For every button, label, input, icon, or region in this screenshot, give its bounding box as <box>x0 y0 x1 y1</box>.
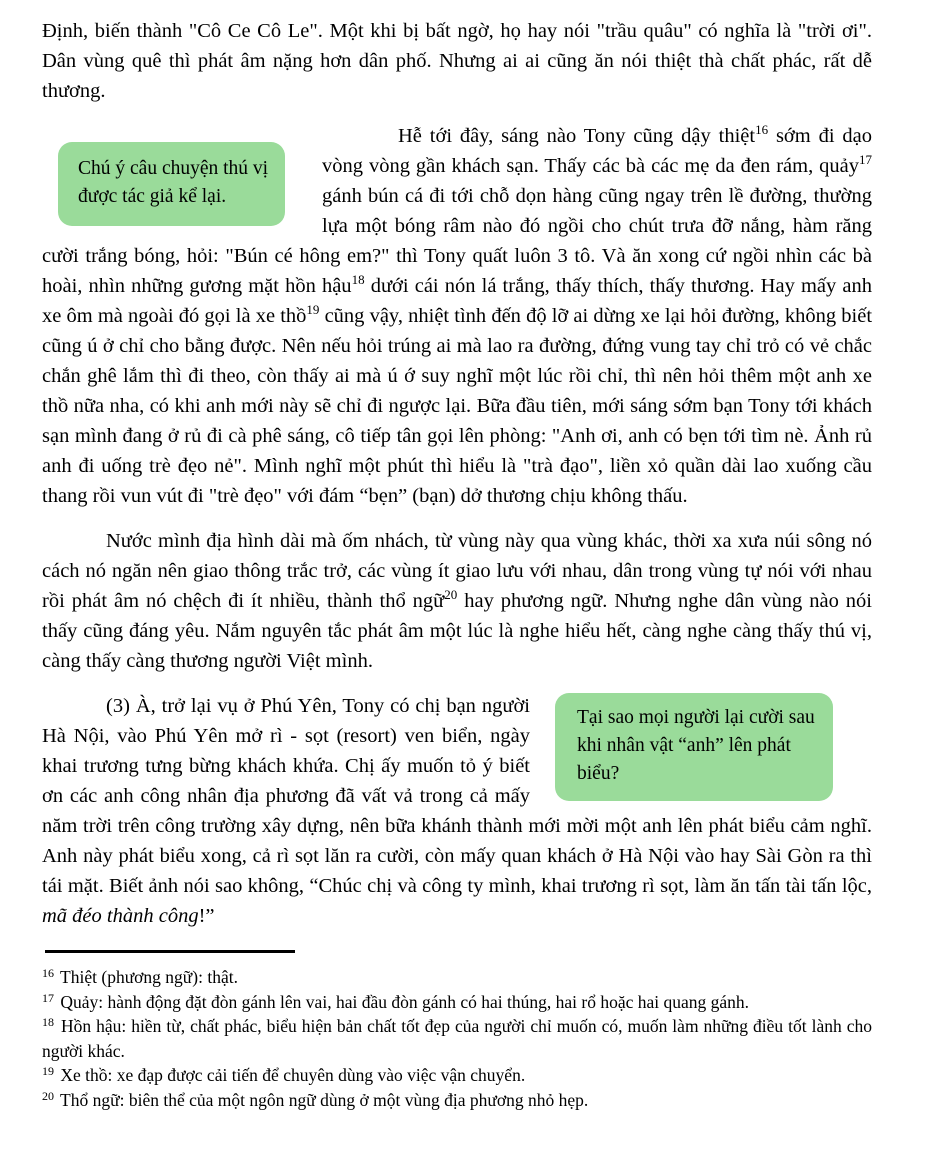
text-run: Hễ tới đây, sáng nào Tony cũng dậy thiệt <box>398 125 756 147</box>
paragraph-geography <box>42 526 872 676</box>
text-run: !” <box>198 905 215 927</box>
text-run: dưới cái nón lá trắng, thấy thích, thấy thương. Hay mấy anh xe ôm mà ngoài đó gọi là xe thồ <box>42 275 872 327</box>
footnote-number: 18 <box>42 1015 54 1029</box>
paragraph-continuation <box>42 16 872 106</box>
text-run: sớm đi dạo vòng vòng gần khách sạn. Thấy các bà các mẹ da đen rám, quảy <box>322 125 872 177</box>
footnote-text: Thổ ngữ: biên thể của một ngôn ngữ dùng ở một vùng địa phương nhỏ hẹp. <box>56 1089 589 1110</box>
footnote-ref: 20 <box>444 587 458 602</box>
footnote-text: Thiệt (phương ngữ): thật. <box>56 967 238 987</box>
footnote-number: 17 <box>42 990 54 1005</box>
footnote-text: Hồn hậu: hiền từ, chất phác, biểu hiện bản chất tốt đẹp của người chỉ muốn có, muốn làm những điều tốt lành cho người khác. <box>42 1016 872 1061</box>
text-run: (3) À, trở lại vụ ở Phú Yên, Tony có chị bạn người Hà Nội, vào Phú Yên mở rì - sọt (resort) ven biển, ngày khai trương tưng bừng khách khứa. Chị ấy muốn tỏ ý biết ơn các anh công nhân địa phương đã vất vả trong cả mấy năm trời trên công trường xây dựng, nên bữa khánh thành mới mời một anh lên phát biểu cảm nghĩ. Anh này phát biểu xong, cả rì sọt lăn ra cười, còn mấy quan khách ở Hà Nội vào hay Sài Gòn ra thì tái mặt. Biết ảnh nói sao không, “Chúc chị và công ty mình, khai trương rì sọt, làm ăn tấn tài tấn lộc, <box>42 695 872 897</box>
footnote-ref: 16 <box>755 122 769 137</box>
text-run: gánh bún cá đi tới chỗ dọn hàng cũng ngay trên lề đường, thường lựa một bóng râm nào đó ngồi cho chút trưa đỡ nắng, hàm răng cười trắng bóng, hỏi: "Bún cé hông em?" thì Tony quất luôn 3 tô. Và ăn xong cứ ngồi nhìn các bà hoài, nhìn những gương mặt hồn hậu <box>42 185 872 297</box>
footnote-ref: 19 <box>306 302 320 317</box>
text-run: cũng vậy, nhiệt tình đến độ lỡ ai dừng xe lại hỏi đường, không biết cũng ú ở chỉ cho bằng được. Nên nếu hỏi trúng ai mà lao ra đường, đứng vung tay chỉ trỏ có vẻ chắc chắn ghê lắm thì đi theo, còn thấy ai mà ú ớ suy nghĩ một lúc rồi chỉ, thì nên hỏi thêm một anh xe thồ nữa nha, có khi anh mới này sẽ chỉ đi ngược lại. Bữa đầu tiên, mới sáng sớm bạn Tony tới khách sạn mình đang ở rủ đi cà phê sáng, cô tiếp tân gọi lên phòng: "Anh ơi, anh có bẹn tới tìm nè. Ảnh rủ anh đi uống trè đẹo nẻ". Mình nghĩ một phút thì hiểu là "trà đạo", liền xỏ quần dài lao xuống cầu thang rồi vun vút đi "trè đẹo" với đám “bẹn” (bạn) dở thương chịu không thấu. <box>42 305 873 507</box>
callout-note-float <box>42 121 322 236</box>
footnote-number: 16 <box>42 966 54 980</box>
footnote-item <box>42 1063 872 1088</box>
footnote-ref: 17 <box>859 152 872 167</box>
footnote-item <box>42 990 872 1015</box>
footnote-separator <box>45 950 295 953</box>
callout-question: Tại sao mọi người lại cười sau khi nhân vật “anh” lên phát biểu? <box>555 693 833 801</box>
footnote-item <box>42 1014 872 1063</box>
callout-note: Chú ý câu chuyện thú vị được tác giả kể lại. <box>58 142 285 226</box>
footnote-item <box>42 965 872 990</box>
callout-question-float <box>530 691 872 811</box>
footnote-number: 20 <box>42 1088 54 1103</box>
text-run: hay phương ngữ. Nhưng nghe dân vùng nào nói thấy cũng đáng yêu. Nắm nguyên tắc phát âm một lúc là nghe hiểu hết, càng nghe càng thấy thú vị, càng thấy càng thương người Việt mình. <box>42 590 873 672</box>
paragraph-phu-yen <box>42 691 872 931</box>
paragraph-tony-morning <box>42 121 872 511</box>
emphasis-text: mã đéo thành công <box>42 905 199 927</box>
footnote-item <box>42 1088 872 1113</box>
footnote-number: 19 <box>42 1064 54 1078</box>
footnote-ref: 18 <box>351 272 365 287</box>
footnote-text: Quảy: hành động đặt đòn gánh lên vai, hai đầu đòn gánh có hai thúng, hai rổ hoặc hai quang gánh. <box>56 991 750 1012</box>
text-run: Nước mình địa hình dài mà ốm nhách, từ vùng này qua vùng khác, thời xa xưa núi sông nó cách nó ngăn nên giao thông trắc trở, các vùng ít giao lưu với nhau, dân trong vùng tự nói với nhau rồi phát âm nó chệch đi ít nhiều, thành thổ ngữ <box>42 530 872 612</box>
footnotes-section <box>42 965 872 1112</box>
text-run: Định, biến thành "Cô Ce Cô Le". Một khi bị bất ngờ, họ hay nói "trầu quâu" có nghĩa là "trời ơi". Dân vùng quê thì phát âm nặng hơn dân phố. Nhưng ai ai cũng ăn nói thiệt thà chất phác, rất dễ thương. <box>42 20 872 102</box>
footnote-text: Xe thồ: xe đạp được cải tiến để chuyên dùng vào việc vận chuyển. <box>56 1065 526 1085</box>
